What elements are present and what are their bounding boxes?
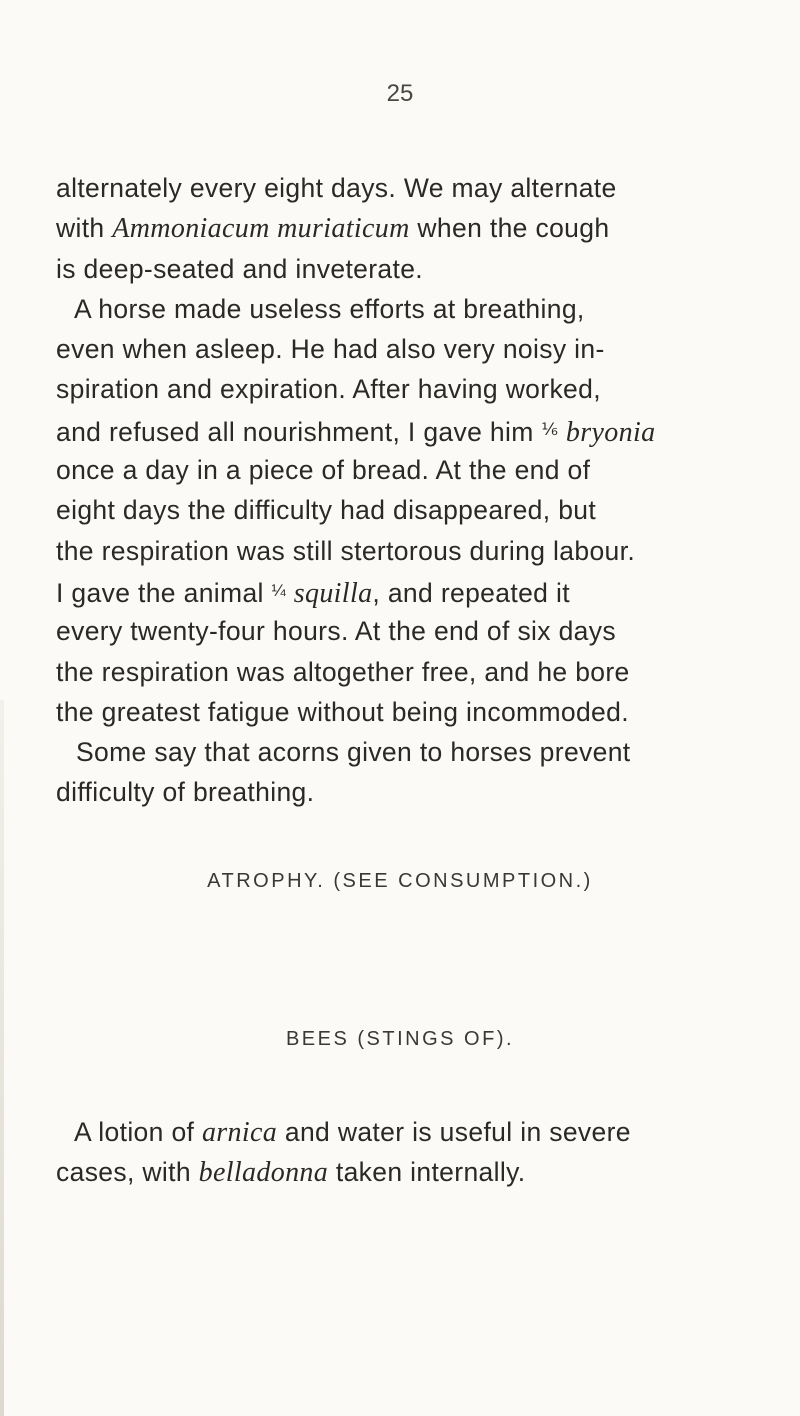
text-line: once a day in a piece of bread. At the end of [56,455,591,486]
page-number: 25 [386,80,414,107]
text-line: difficulty of breathing. [56,777,315,808]
text-line: every twenty-four hours. At the end of six days [56,616,616,647]
body-text [56,168,736,813]
text-line: is deep-seated and inveterate. [56,253,424,284]
text-line: I gave the animal $^{\frac{1}{4}}$ squilla, and repeated it [56,577,570,609]
text-line: eight days the difficulty had disappeared, but [56,495,597,526]
text-line: even when asleep. He had also very noisy in- [56,334,605,365]
page-edge-shadow [0,700,4,1416]
text-line: the respiration was altogether free, and he bore [56,656,630,687]
text-line: alternately every eight days. We may alternate [56,173,617,203]
text-line: with Ammoniacum muriaticum when the cough [56,213,610,245]
text-line: and refused all nourishment, I gave him $^{\frac{1}{6}}$ bryonia [56,416,656,448]
heading-atrophy: ATROPHY. (SEE CONSUMPTION.) [207,870,593,892]
fraction: ⅙ [541,419,559,439]
text-line: the respiration was still stertorous during labour. [56,535,636,566]
text-line: spiration and expiration. After having worked, [56,374,601,405]
lotion-line-1: A lotion of arnica and water is useful in severe [74,1117,631,1148]
heading-bees: BEES (STINGS OF). [285,1028,515,1050]
text-line: Some say that acorns given to horses prevent [76,737,631,768]
text-line: the greatest fatigue without being incommoded. [56,696,629,727]
lotion-line-2: cases, with belladonna taken internally. [56,1157,526,1189]
fraction: ¼ [271,580,287,600]
text-line: A horse made useless efforts at breathing, [74,293,585,324]
lotion-paragraph [56,1112,756,1193]
